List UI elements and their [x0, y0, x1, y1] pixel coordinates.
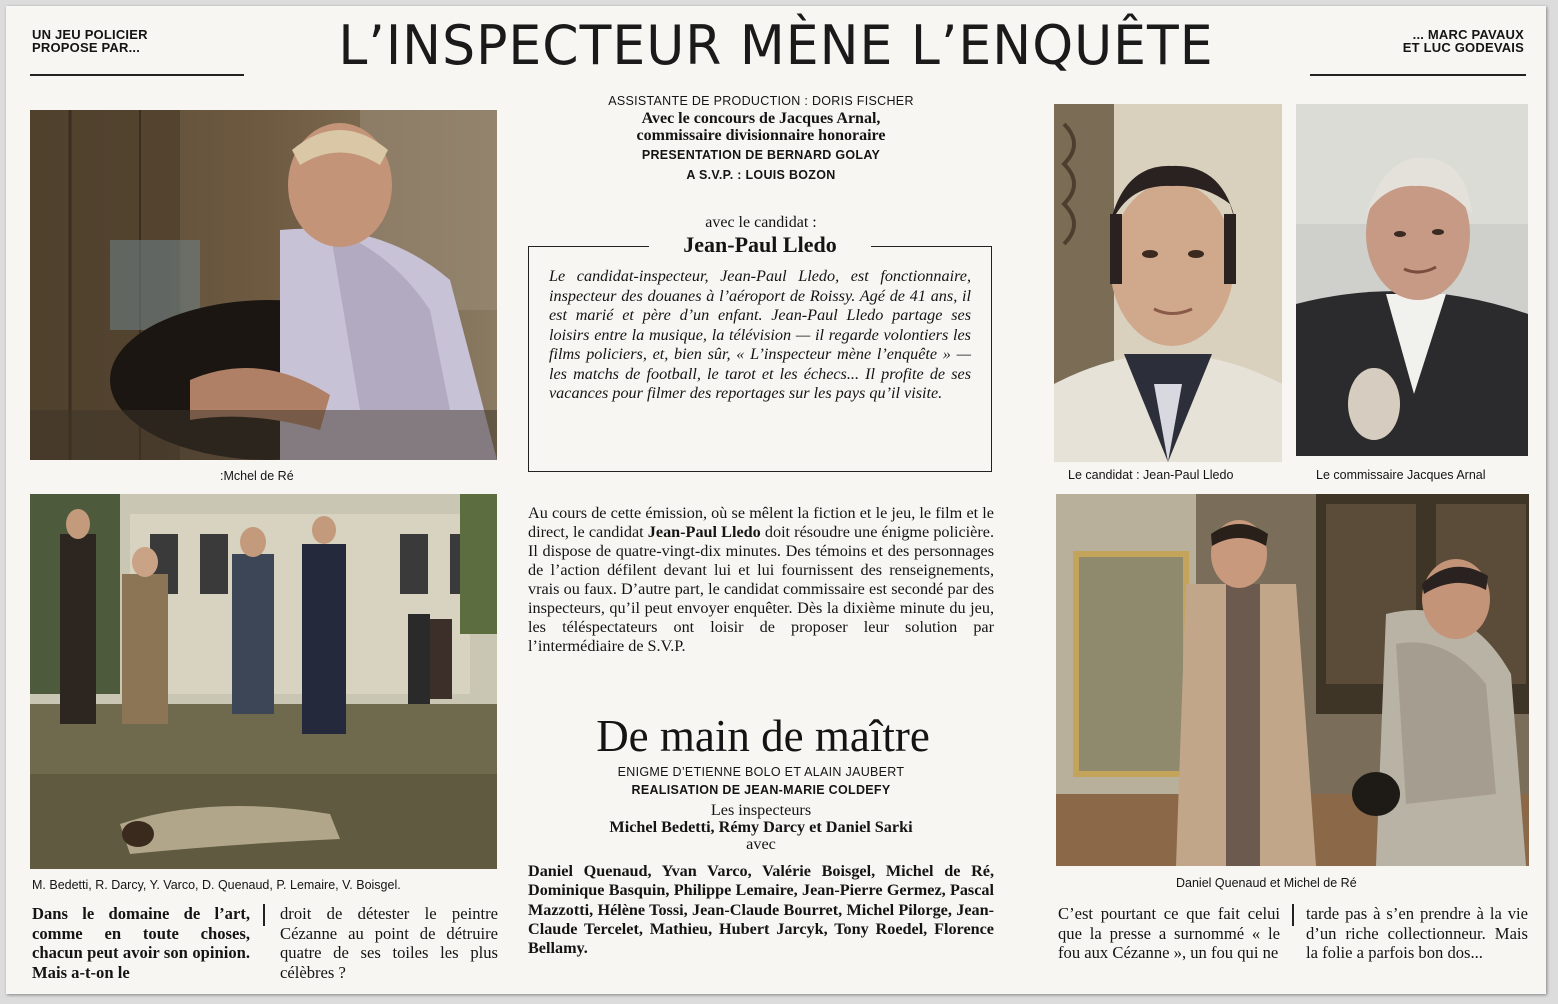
photo-michel-de-re [30, 110, 497, 460]
left-kicker [32, 28, 148, 54]
right-kicker-line-2: ET LUC GODEVAIS [1402, 40, 1524, 55]
credit-presentation: PRESENTATION DE BERNARD GOLAY [641, 148, 881, 162]
candidate-bio: Le candidat-inspecteur, Jean-Paul Lledo, est fonctionnaire, inspecteur des douanes à l’aéroport de Roissy. Agé de 41 ans, il est marié et père d’un enfant. Jean-Paul Lledo partage ses loisirs entre la musique, la télévision — il regarde volontiers les films policiers, et, bien sûr, « L’inspecteur mène l’enquête » — les matchs de football, le tarot et les échecs... Il profite de ses vacances pour filmer des reportages sur les pays qu’il visite. [549, 267, 971, 402]
credit-concours-1: Avec le concours de Jacques Arnal, [641, 110, 881, 127]
caption-photo-5: Daniel Quenaud et Michel de Ré [1176, 876, 1357, 890]
left-column-b: droit de détester le peintre Cézanne au point de détruire quatre de ses toiles les plus célèbres ? [280, 904, 498, 982]
candidate-name: Jean-Paul Lledo [649, 231, 871, 259]
left-kicker-line-2: PROPOSE PAR... [32, 40, 141, 55]
right-column-divider [1292, 904, 1294, 926]
intro-text-1: Au cours de cette émission, où se mêlent la fiction et le jeu, le film et le direct, le candidat [528, 504, 994, 541]
caption-photo-2: M. Bedetti, R. Darcy, Y. Varco, D. Quenaud, P. Lemaire, V. Boisgel. [32, 878, 401, 892]
right-column-a: C’est pourtant ce que fait celui que la presse a surnommé « le fou aux Cézanne », un fou qui ne [1058, 904, 1280, 963]
left-column-a: Dans le domaine de l’art, comme en toute choses, chacun peut avoir son opinion. Mais a-t-on le [32, 904, 250, 982]
credits-block [526, 92, 996, 184]
credit-concours-2: commissaire divisionnaire honoraire [636, 127, 886, 144]
left-header-rule [30, 74, 244, 76]
intro-paragraph [528, 504, 994, 656]
left-column-divider [263, 904, 265, 926]
episode-realisation: REALISATION DE JEAN-MARIE COLDEFY [631, 783, 891, 797]
left-kicker-line-1: UN JEU POLICIER [32, 27, 148, 42]
right-header-rule [1310, 74, 1526, 76]
credit-assistante: ASSISTANTE DE PRODUCTION : DORIS FISCHER [608, 94, 914, 108]
photo-commissaire [1296, 104, 1528, 456]
inspecteurs-names: Michel Bedetti, Rémy Darcy et Daniel Sarki [609, 818, 913, 836]
intro-text-2: doit résoudre une énigme policière. Il dispose de quatre-vingt-dix minutes. Des témoins et des personnages de l’action défilent devant lui et lui fournissent des renseignements, vrais ou faux. D’autre part, le candidat commissaire est secondé par des inspecteurs, qu’il peut envoyer enquêter. Dès la dixième minute du jeu, les téléspectateurs ont loisir de proposer leur solution par l’intermédiaire de S.V.P. [528, 523, 994, 655]
intro-candidate-name: Jean-Paul Lledo [647, 523, 761, 541]
right-kicker [1306, 28, 1524, 54]
candidate-label: avec le candidat : [705, 214, 817, 231]
inspecteurs-label: Les inspecteurs [710, 801, 812, 819]
credit-svp: A S.V.P. : LOUIS BOZON [686, 168, 836, 182]
caption-photo-3: Le candidat : Jean-Paul Lledo [1068, 468, 1234, 482]
cast-list: Daniel Quenaud, Yvan Varco, Valérie Boisgel, Michel de Ré, Dominique Basquin, Philippe Lemaire, Jean-Pierre Germez, Pascal Mazzotti, Hélène Tossi, Jean-Claude Bourret, Michel Pilorge, Jean-Claude Tercelet, Mathieu, Hubert Jarcyk, Tony Roedel, Florence Bellamy. [528, 862, 994, 958]
avec-label: avec [746, 835, 776, 853]
right-column-b: tarde pas à s’en prendre à la vie d’un riche collectionneur. Mais la folie a parfois bon dos... [1306, 904, 1528, 963]
right-kicker-line-1: ... MARC PAVAUX [1412, 27, 1524, 42]
episode-enigme: ENIGME D’ETIENNE BOLO ET ALAIN JAUBERT [617, 765, 905, 779]
caption-photo-4: Le commissaire Jacques Arnal [1316, 468, 1486, 482]
page-title: L’INSPECTEUR MÈNE L’ENQUÊTE [338, 14, 1214, 78]
magazine-page [6, 6, 1546, 994]
episode-credits [526, 764, 996, 853]
photo-candidate [1054, 104, 1282, 462]
photo-group-scene [30, 494, 497, 869]
photo-quenaud-de-re [1056, 494, 1529, 866]
candidate-box [528, 232, 992, 472]
caption-photo-1: :Mchel de Ré [220, 469, 294, 483]
episode-title: De main de maître [596, 711, 930, 761]
